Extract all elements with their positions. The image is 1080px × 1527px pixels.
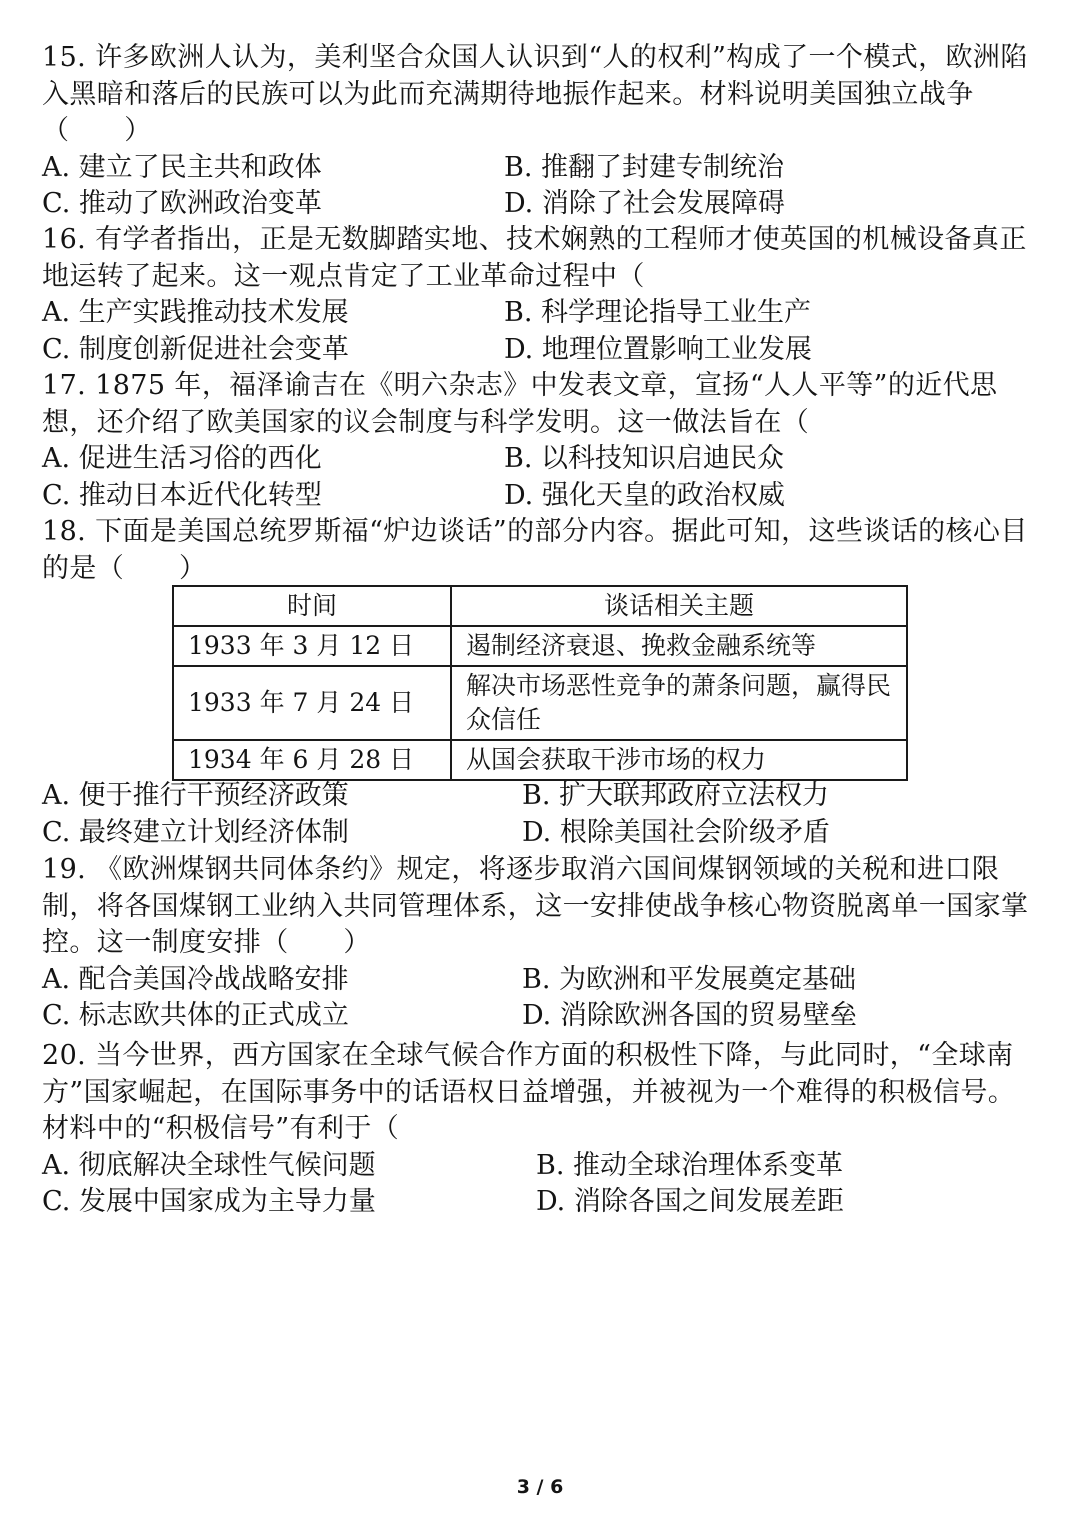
option-18-c[interactable]: C. 最终建立计划经济体制 bbox=[42, 816, 349, 848]
option-15-a[interactable]: A. 建立了民主共和政体 bbox=[42, 151, 322, 183]
question-19-options bbox=[42, 962, 1038, 1035]
option-15-d[interactable]: D. 消除了社会发展障碍 bbox=[504, 188, 785, 219]
question-17-stem: 17. 1875 年，福泽谕吉在《明六杂志》中发表文章，宣扬“人人平等”的近代思想，还介绍了欧美国家的议会制度与科学发明。这一做法旨在（ bbox=[42, 370, 998, 438]
question-20 bbox=[42, 1038, 1038, 1221]
table-cell-date: 1933 年 7 月 24 日 bbox=[173, 666, 451, 740]
table-cell-topic: 解决市场恶性竞争的萧条问题，赢得民众信任 bbox=[451, 666, 907, 740]
question-15-stem: 15. 许多欧洲人认为，美利坚合众国人认识到“人的权利”构成了一个模式，欧洲陷入黑暗和落后的民族可以为此而充满期待地振作起来。材料说明美国独立战争（ ） bbox=[42, 42, 1028, 146]
option-16-c[interactable]: C. 制度创新促进社会变革 bbox=[42, 333, 349, 365]
table-cell-topic: 遏制经济衰退、挽救金融系统等 bbox=[451, 626, 907, 666]
option-20-a[interactable]: A. 彻底解决全球性气候问题 bbox=[42, 1149, 376, 1181]
question-19 bbox=[42, 852, 1038, 1035]
option-17-b[interactable]: B. 以科技知识启迪民众 bbox=[504, 443, 785, 474]
option-15-c[interactable]: C. 推动了欧洲政治变革 bbox=[42, 188, 322, 219]
option-19-b[interactable]: B. 为欧洲和平发展奠定基础 bbox=[522, 963, 857, 995]
table-header-topic: 谈话相关主题 bbox=[451, 586, 907, 626]
option-18-b[interactable]: B. 扩大联邦政府立法权力 bbox=[522, 780, 830, 811]
option-16-d[interactable]: D. 地理位置影响工业发展 bbox=[504, 333, 812, 365]
question-15-options bbox=[42, 150, 1038, 223]
option-20-c[interactable]: C. 发展中国家成为主导力量 bbox=[42, 1186, 376, 1217]
option-17-a[interactable]: A. 促进生活习俗的西化 bbox=[42, 443, 322, 474]
option-18-d[interactable]: D. 根除美国社会阶级矛盾 bbox=[522, 816, 830, 848]
question-17-options bbox=[42, 441, 1038, 514]
question-18-options bbox=[42, 778, 1038, 851]
table-row bbox=[173, 740, 907, 780]
question-20-options bbox=[42, 1148, 1038, 1221]
question-20-stem: 20. 当今世界，西方国家在全球气候合作方面的积极性下降，与此同时，“全球南方”国家崛起，在国际事务中的话语权日益增强，并被视为一个难得的积极信号。材料中的“积极信号”有利于（ bbox=[42, 1040, 1016, 1144]
question-17 bbox=[42, 368, 1038, 514]
question-16 bbox=[42, 222, 1038, 368]
question-18 bbox=[42, 514, 1038, 587]
table-cell-topic: 从国会获取干涉市场的权力 bbox=[451, 740, 907, 780]
option-20-b[interactable]: B. 推动全球治理体系变革 bbox=[536, 1149, 844, 1181]
table-row bbox=[173, 666, 907, 740]
option-17-d[interactable]: D. 强化天皇的政治权威 bbox=[504, 479, 785, 511]
option-17-c[interactable]: C. 推动日本近代化转型 bbox=[42, 479, 322, 511]
option-19-d[interactable]: D. 消除欧洲各国的贸易壁垒 bbox=[522, 1000, 857, 1031]
option-15-b[interactable]: B. 推翻了封建专制统治 bbox=[504, 151, 785, 183]
option-20-d[interactable]: D. 消除各国之间发展差距 bbox=[536, 1186, 844, 1217]
option-18-a[interactable]: A. 便于推行干预经济政策 bbox=[42, 780, 349, 811]
option-19-c[interactable]: C. 标志欧共体的正式成立 bbox=[42, 1000, 349, 1031]
option-16-b[interactable]: B. 科学理论指导工业生产 bbox=[504, 297, 812, 328]
question-18-stem: 18. 下面是美国总统罗斯福“炉边谈话”的部分内容。据此可知，这些谈话的核心目的是（ ） bbox=[42, 516, 1028, 584]
option-19-a[interactable]: A. 配合美国冷战战略安排 bbox=[42, 963, 349, 995]
table-header-time: 时间 bbox=[173, 586, 451, 626]
table-cell-date: 1933 年 3 月 12 日 bbox=[173, 626, 451, 666]
table-cell-date: 1934 年 6 月 28 日 bbox=[173, 740, 451, 780]
question-18-options-block bbox=[42, 778, 1038, 851]
question-16-stem: 16. 有学者指出，正是无数脚踏实地、技术娴熟的工程师才使英国的机械设备真正地运转了起来。这一观点肯定了工业革命过程中（ bbox=[42, 224, 1027, 292]
table-row bbox=[173, 626, 907, 666]
fireside-chat-table bbox=[172, 585, 908, 781]
option-16-a[interactable]: A. 生产实践推动技术发展 bbox=[42, 297, 349, 328]
page-number: 3 / 6 bbox=[516, 1476, 564, 1498]
question-16-options bbox=[42, 295, 1038, 368]
question-19-stem: 19. 《欧洲煤钢共同体条约》规定，将逐步取消六国间煤钢领域的关税和进口限制，将各国煤钢工业纳入共同管理体系，这一安排使战争核心物资脱离单一国家掌控。这一制度安排（ ） bbox=[42, 854, 1029, 958]
question-15 bbox=[42, 40, 1038, 223]
table-header-row bbox=[173, 586, 907, 626]
